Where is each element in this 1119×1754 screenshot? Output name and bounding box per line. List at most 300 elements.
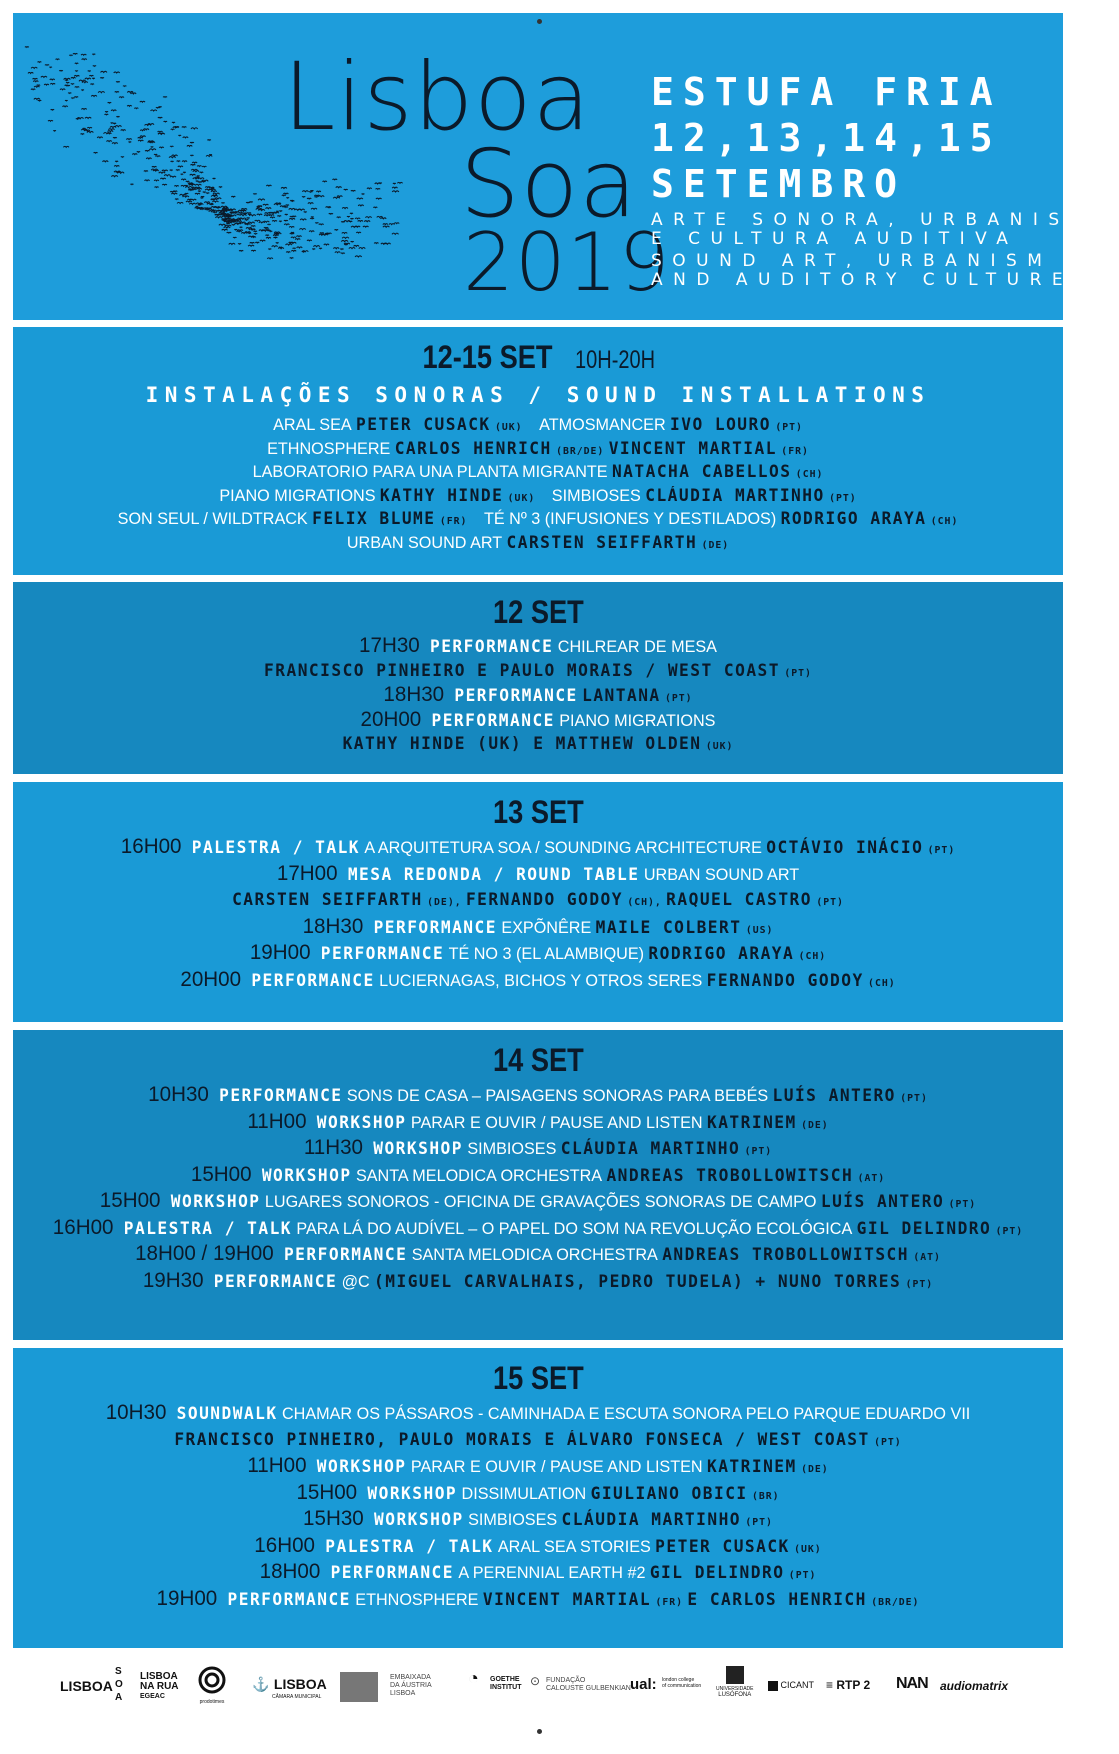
artist-name: CARSTEN SEIFFARTH (232, 890, 423, 909)
work-title: LUCIERNAGAS, BICHOS Y OTROS SERES (379, 971, 703, 990)
schedule-row (23, 1427, 1053, 1454)
event-type: PERFORMANCE (430, 637, 554, 656)
bird-mark (137, 152, 140, 153)
bird-mark (226, 215, 231, 216)
event-time: 18H30 (383, 683, 445, 706)
country-code: (AT) (857, 1172, 886, 1184)
bird-mark (56, 59, 60, 60)
bird-mark (227, 232, 231, 233)
festival-title-soa: Soa (460, 130, 638, 239)
bird-mark (115, 92, 119, 93)
tagline-en-1: SOUND ART, URBANISM (651, 251, 1053, 271)
event-time: 15H00 (99, 1189, 161, 1212)
schedule-row (23, 1506, 1053, 1533)
work-title: URBAN SOUND ART (643, 865, 800, 884)
bird-mark (149, 149, 156, 150)
gulbenkian-logo: ⊙ FUNDAÇÃO CALOUSTE GULBENKIAN (530, 1674, 631, 1692)
bird-mark (284, 220, 288, 221)
bird-mark (189, 184, 193, 185)
bird-mark (250, 242, 255, 243)
bird-mark (87, 131, 93, 132)
bird-mark (351, 241, 354, 242)
bird-mark (273, 235, 278, 236)
bird-mark (333, 179, 338, 180)
bird-mark (92, 54, 95, 55)
bird-mark (219, 187, 222, 188)
day-label: 15 SET (492, 1360, 584, 1396)
bird-mark (359, 247, 365, 248)
bird-mark (51, 109, 54, 110)
bird-mark (284, 224, 289, 225)
bird-mark (349, 248, 355, 249)
artist-name: VINCENT MARTIAL (482, 1589, 652, 1609)
bird-mark (88, 71, 91, 72)
bird-mark (112, 143, 118, 144)
event-type: WORKSHOP (170, 1192, 261, 1211)
bird-mark (248, 245, 254, 246)
bird-mark (115, 126, 121, 127)
event-time: 20H00 (180, 967, 242, 991)
bird-mark (208, 208, 211, 209)
bird-mark (205, 187, 210, 188)
event-type: WORKSHOP (261, 1165, 352, 1185)
bird-mark (193, 171, 199, 172)
bird-mark (179, 194, 186, 195)
bird-mark (224, 227, 230, 228)
bird-mark (176, 170, 180, 171)
bird-mark (170, 191, 174, 192)
bird-mark (245, 224, 250, 225)
bird-mark (392, 191, 399, 192)
bird-mark (108, 129, 114, 130)
bird-mark (286, 244, 292, 245)
cicant-square-icon (768, 1681, 778, 1691)
work-title: SON SEUL / WILDTRACK (117, 510, 308, 528)
bird-mark (292, 216, 296, 217)
bird-mark (211, 191, 217, 192)
artist-name: CLÁUDIA MARTINHO (561, 1510, 742, 1529)
bird-mark (266, 237, 271, 238)
bird-mark (183, 196, 189, 197)
bird-mark (81, 134, 85, 135)
bird-mark (363, 226, 369, 227)
work-title: SIMBIOSES (467, 1140, 557, 1158)
bird-mark (123, 86, 126, 87)
day-heading (13, 594, 1063, 630)
bird-mark (200, 172, 203, 173)
bird-mark (376, 188, 381, 189)
bird-mark (232, 225, 235, 226)
bird-mark (351, 226, 357, 227)
bird-mark (116, 172, 120, 173)
event-type: SOUNDWALK (176, 1404, 278, 1423)
bird-mark (230, 213, 234, 214)
bird-mark (376, 198, 382, 199)
bird-mark (212, 201, 218, 202)
artist-name: FRANCISCO PINHEIRO, PAULO MORAIS E ÁLVARO FONSECA / WEST COAST (174, 1429, 870, 1449)
schedule-row (23, 861, 1053, 888)
bird-mark (283, 193, 288, 194)
nan-logo: NAN (896, 1675, 928, 1692)
country-code: (CH) (930, 516, 959, 527)
bird-mark (28, 72, 33, 73)
schedule-row (23, 732, 1053, 757)
bird-mark (71, 84, 74, 85)
country-code: (DE) (801, 1464, 829, 1475)
event-type: WORKSHOP (316, 1457, 407, 1476)
bird-mark (130, 184, 133, 185)
work-title: TÉ NO 3 (EL ALAMBIQUE) (448, 945, 645, 963)
event-type: PERFORMANCE (431, 710, 555, 730)
bird-mark (94, 152, 98, 153)
bird-mark (350, 213, 353, 214)
bird-mark (65, 80, 68, 81)
country-code: (PT) (788, 1570, 817, 1581)
artist-name: FELIX BLUME (312, 509, 436, 528)
work-title: CHILREAR DE MESA (557, 638, 717, 656)
event-type: WORKSHOP (374, 1510, 464, 1529)
bird-mark (237, 231, 242, 232)
bird-mark (328, 207, 331, 208)
bird-mark (221, 211, 227, 212)
day-15-schedule (13, 1400, 1063, 1612)
bird-mark (344, 189, 348, 190)
bird-mark (71, 98, 74, 99)
bird-mark (272, 246, 278, 247)
registration-mark (537, 1729, 542, 1734)
bird-mark (198, 182, 202, 183)
bird-mark (258, 206, 262, 207)
bird-mark (116, 82, 120, 83)
bird-mark (254, 231, 257, 232)
work-title: PIANO MIGRATIONS (559, 711, 716, 730)
bird-mark (389, 224, 395, 225)
bird-mark (310, 191, 313, 192)
day-13-panel (13, 782, 1063, 1022)
bird-mark (356, 232, 361, 233)
installations-section-title: INSTALAÇÕES SONORAS / SOUND INSTALLATIONS (145, 383, 931, 407)
bird-mark (146, 158, 151, 159)
bird-mark (114, 72, 120, 73)
event-type: WORKSHOP (316, 1112, 407, 1132)
schedule-row (23, 634, 1053, 659)
sponsor-logo-strip (40, 1664, 1040, 1716)
bird-mark (191, 128, 198, 129)
country-code: (PT) (900, 1093, 928, 1104)
bird-mark (342, 237, 349, 238)
country-code: (FR) (655, 1596, 684, 1608)
country-code: (CH) (795, 469, 824, 480)
bird-mark (270, 217, 275, 218)
spiral-icon (198, 1666, 226, 1694)
schedule-row (23, 967, 1053, 994)
festival-title: Lisboa (283, 43, 592, 152)
schedule-row (23, 834, 1053, 861)
bird-mark (119, 97, 124, 98)
bird-mark (274, 204, 280, 205)
bird-mark (221, 203, 224, 204)
bird-mark (231, 196, 235, 197)
event-time: 16H00 (254, 1533, 316, 1557)
country-code: (PT) (995, 1225, 1024, 1237)
event-time: 18H30 (302, 914, 364, 938)
artist-name: FERNANDO GODOY (706, 970, 864, 990)
country-code: (UK) (507, 492, 536, 504)
schedule-row (23, 1533, 1053, 1560)
tagline-pt-2: E CULTURA AUDITIVA (651, 229, 1019, 249)
event-time: 15H00 (296, 1480, 358, 1504)
bird-mark (140, 136, 146, 137)
bird-mark (73, 53, 77, 54)
gulbenkian-icon: ⊙ (530, 1674, 541, 1688)
bird-mark (156, 107, 160, 108)
bird-mark (225, 225, 231, 226)
work-title: ETHNOSPHERE (267, 439, 391, 458)
bird-mark (333, 197, 339, 198)
bird-mark (132, 154, 137, 155)
artist-name: CLÁUDIA MARTINHO (560, 1139, 741, 1158)
bird-mark (195, 193, 200, 194)
country-code: (CH) (798, 951, 827, 962)
bird-mark (138, 140, 143, 141)
country-code: (BR/DE) (871, 1596, 920, 1608)
bird-mark (115, 161, 118, 162)
bird-mark (235, 219, 241, 220)
bird-mark (189, 190, 194, 191)
bird-mark (114, 166, 119, 167)
bird-mark (75, 63, 78, 64)
bird-mark (268, 249, 271, 250)
bird-mark (197, 166, 201, 167)
bird-mark (237, 221, 242, 222)
bird-mark (245, 220, 249, 221)
work-title: SIMBIOSES (551, 486, 641, 505)
bird-mark (74, 97, 78, 98)
bird-mark (289, 242, 294, 243)
bird-mark (199, 208, 204, 209)
country-code: (UK) (794, 1543, 822, 1555)
bird-mark (336, 187, 342, 188)
artist-name: LANTANA (582, 686, 661, 705)
work-title: @C (341, 1272, 370, 1291)
bird-mark (206, 193, 209, 194)
bird-mark (286, 205, 289, 206)
bird-mark (235, 212, 239, 213)
work-title: SANTA MELODICA ORCHESTRA (411, 1246, 658, 1264)
country-code: (PT) (874, 1436, 902, 1448)
lisboa-soa-logo: LISBOA S O A (60, 1666, 123, 1703)
day-14-panel (13, 1030, 1063, 1340)
schedule-row (23, 1215, 1053, 1242)
bird-mark (89, 75, 93, 76)
bird-mark (277, 216, 281, 217)
installations-panel (13, 327, 1063, 575)
bird-mark (164, 175, 170, 176)
bird-mark (140, 130, 144, 131)
bird-mark (267, 224, 270, 225)
bird-mark (342, 233, 347, 234)
bird-mark (319, 234, 324, 235)
event-type: PERFORMANCE (213, 1271, 338, 1291)
bird-mark (320, 233, 324, 234)
event-type: PERFORMANCE (219, 1086, 343, 1105)
bird-mark (266, 185, 271, 186)
bird-mark (127, 105, 131, 106)
bird-mark (63, 146, 69, 147)
bird-mark (308, 203, 313, 204)
bird-mark (258, 199, 265, 200)
bird-mark (266, 208, 272, 209)
bird-mark (240, 214, 247, 215)
bird-mark (182, 127, 187, 128)
bird-mark (324, 244, 329, 245)
bird-mark (207, 140, 210, 141)
country-code: (DE), (427, 897, 462, 908)
installations-date-heading (13, 339, 1063, 375)
artist-name: KATRINEM (706, 1112, 797, 1132)
schedule-row (23, 484, 1053, 508)
work-title: SONS DE CASA – PAISAGENS SONORAS PARA BEBÉS (346, 1087, 769, 1105)
bird-mark (195, 184, 201, 185)
bird-mark (90, 84, 94, 85)
schedule-row (23, 887, 1053, 914)
bird-mark (251, 250, 255, 251)
tagline-en-2: AND AUDITORY CULTURE (651, 270, 1074, 290)
country-code: (PT) (745, 1517, 773, 1528)
bird-mark (224, 209, 227, 210)
bird-mark (392, 233, 399, 234)
bird-mark (82, 82, 88, 83)
schedule-row (23, 1135, 1053, 1162)
country-code: (PT) (784, 667, 812, 679)
work-title: SIMBIOSES (468, 1511, 558, 1529)
event-time: 10H30 (148, 1083, 209, 1106)
bird-mark (38, 100, 41, 101)
bird-mark (296, 236, 301, 237)
artist-name: (MIGUEL CARVALHAIS, PEDRO TUDELA) + NUNO TORRES (374, 1271, 902, 1291)
bird-mark (392, 187, 397, 188)
schedule-row (23, 1559, 1053, 1586)
bird-mark (384, 243, 390, 244)
bird-mark (111, 110, 116, 111)
bird-mark (102, 161, 108, 162)
bird-mark (202, 181, 205, 182)
bird-mark (177, 202, 183, 203)
bird-mark (33, 78, 38, 79)
country-code: (DE) (701, 539, 730, 551)
bird-mark (335, 230, 339, 231)
bird-mark (74, 75, 79, 76)
bird-mark (319, 224, 324, 225)
schedule-row (23, 1188, 1053, 1215)
bird-mark (160, 178, 165, 179)
bird-mark (337, 196, 342, 197)
event-type: PERFORMANCE (454, 686, 578, 705)
bird-mark (50, 79, 55, 80)
schedule-row (23, 437, 1053, 461)
event-time: 18H00 (259, 1560, 321, 1583)
artist-name: ANDREAS TROBOLLOWITSCH (662, 1245, 909, 1264)
bird-mark (224, 218, 230, 219)
event-time: 17H30 (359, 634, 420, 657)
event-type: PERFORMANCE (320, 944, 445, 963)
artist-name: LUÍS ANTERO (820, 1192, 945, 1211)
bird-mark (156, 156, 161, 157)
work-title: PIANO MIGRATIONS (219, 486, 376, 505)
installations-days: 12-15 SET (422, 339, 553, 375)
bird-mark (293, 248, 296, 249)
bird-mark (354, 245, 359, 246)
bird-mark (307, 240, 312, 241)
bird-mark (358, 205, 363, 206)
bird-mark (183, 137, 188, 138)
bird-mark (290, 233, 294, 234)
work-title: PARAR E OUVIR / PAUSE AND LISTEN (410, 1113, 703, 1132)
bird-mark (265, 235, 268, 236)
bird-mark (341, 240, 348, 241)
schedule-row (23, 1480, 1053, 1507)
bird-mark (144, 171, 148, 172)
bird-mark (355, 256, 362, 257)
bird-mark (274, 234, 279, 235)
bird-mark (60, 89, 65, 90)
bird-mark (272, 221, 277, 222)
country-code: (BR) (752, 1490, 780, 1502)
bird-mark (152, 166, 157, 167)
bird-mark (215, 217, 221, 218)
bird-mark (213, 212, 217, 213)
bird-mark (357, 198, 363, 199)
bird-mark (69, 55, 72, 56)
bird-mark (34, 98, 40, 99)
bird-mark (307, 198, 311, 199)
bird-mark (234, 213, 237, 214)
bird-mark (164, 121, 167, 122)
artist-name: KATRINEM (706, 1457, 797, 1476)
bird-mark (91, 95, 97, 96)
work-title: A ARQUITETURA SOA / SOUNDING ARCHITECTURE (364, 839, 762, 857)
country-code: (BR/DE) (556, 445, 605, 457)
bird-mark (98, 91, 104, 92)
day-heading (13, 1360, 1063, 1396)
bird-mark (158, 131, 163, 132)
bird-mark (113, 137, 117, 138)
bird-mark (269, 215, 274, 216)
bird-mark (379, 183, 382, 184)
event-time: 19H00 (156, 1586, 218, 1610)
schedule-row (23, 914, 1053, 941)
bird-mark (81, 109, 86, 110)
bird-mark (66, 82, 69, 83)
bird-mark (138, 137, 143, 138)
country-code: (FR) (439, 516, 468, 527)
bird-mark (302, 197, 305, 198)
country-code: (DE) (801, 1119, 829, 1131)
schedule-row (23, 1241, 1053, 1268)
work-title: A PERENNIAL EARTH #2 (458, 1564, 646, 1582)
installations-list (13, 413, 1063, 554)
bird-mark (329, 213, 333, 214)
artist-name: GIULIANO OBICI (590, 1483, 748, 1503)
bird-mark (298, 209, 305, 210)
bird-mark (367, 188, 372, 189)
bird-mark (302, 251, 305, 252)
artist-name: ANDREAS TROBOLLOWITSCH (606, 1165, 854, 1185)
bird-mark (163, 97, 167, 98)
bird-mark (186, 181, 189, 182)
bird-mark (190, 155, 193, 156)
schedule-row (23, 507, 1053, 531)
